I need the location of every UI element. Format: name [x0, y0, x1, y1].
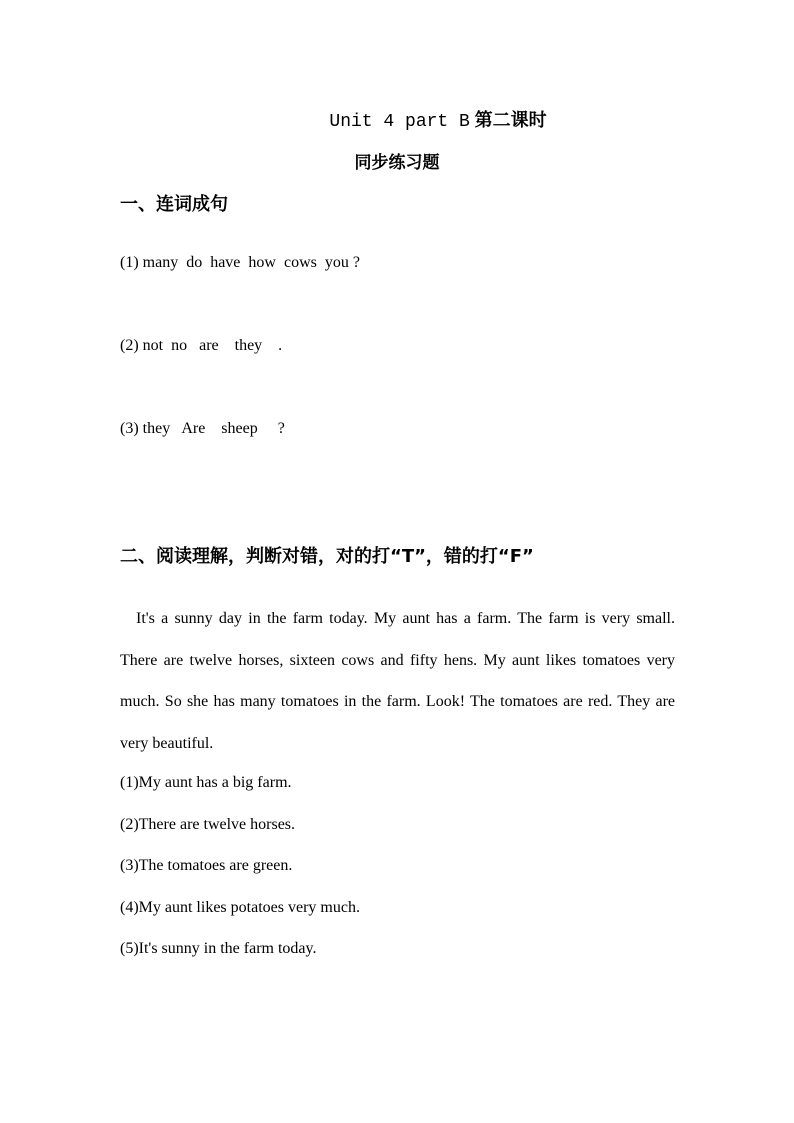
page-subtitle: 同步练习题	[354, 153, 440, 173]
statement-list	[120, 771, 360, 979]
statement-item-2: (2)There are twelve horses.	[120, 815, 296, 833]
statement-item-4: (4)My aunt likes potatoes very much.	[120, 898, 360, 916]
sentence-item-1: (1) many do have how cows you ?	[120, 254, 360, 271]
title-unit: Unit 4 part B	[329, 112, 470, 132]
statement-item-3: (3)The tomatoes are green.	[120, 857, 293, 874]
section2-heading: 二、阅读理解，判断对错，对的打“T”，错的打“F”	[120, 546, 534, 567]
statement-item-5: (5)It's sunny in the farm today.	[120, 940, 317, 957]
statement-item-1: (1)My aunt has a big farm.	[120, 774, 292, 791]
title-lesson: 第二课时	[474, 110, 547, 131]
section1-heading: 一、连词成句	[120, 194, 228, 215]
reading-passage: It's a sunny day in the farm today. My aunt has a farm. The farm is very small. There are twelve horses, sixteen cows and fifty hens. My aunt likes tomatoes very much. So she has many tomatoes in the farm. Look! The tomatoes are red. They are very beautiful.	[120, 610, 675, 752]
page-title	[0, 106, 794, 132]
sentence-item-2: (2) not no are they .	[120, 337, 283, 354]
sentence-item-3: (3) they Are sheep ?	[120, 420, 285, 437]
